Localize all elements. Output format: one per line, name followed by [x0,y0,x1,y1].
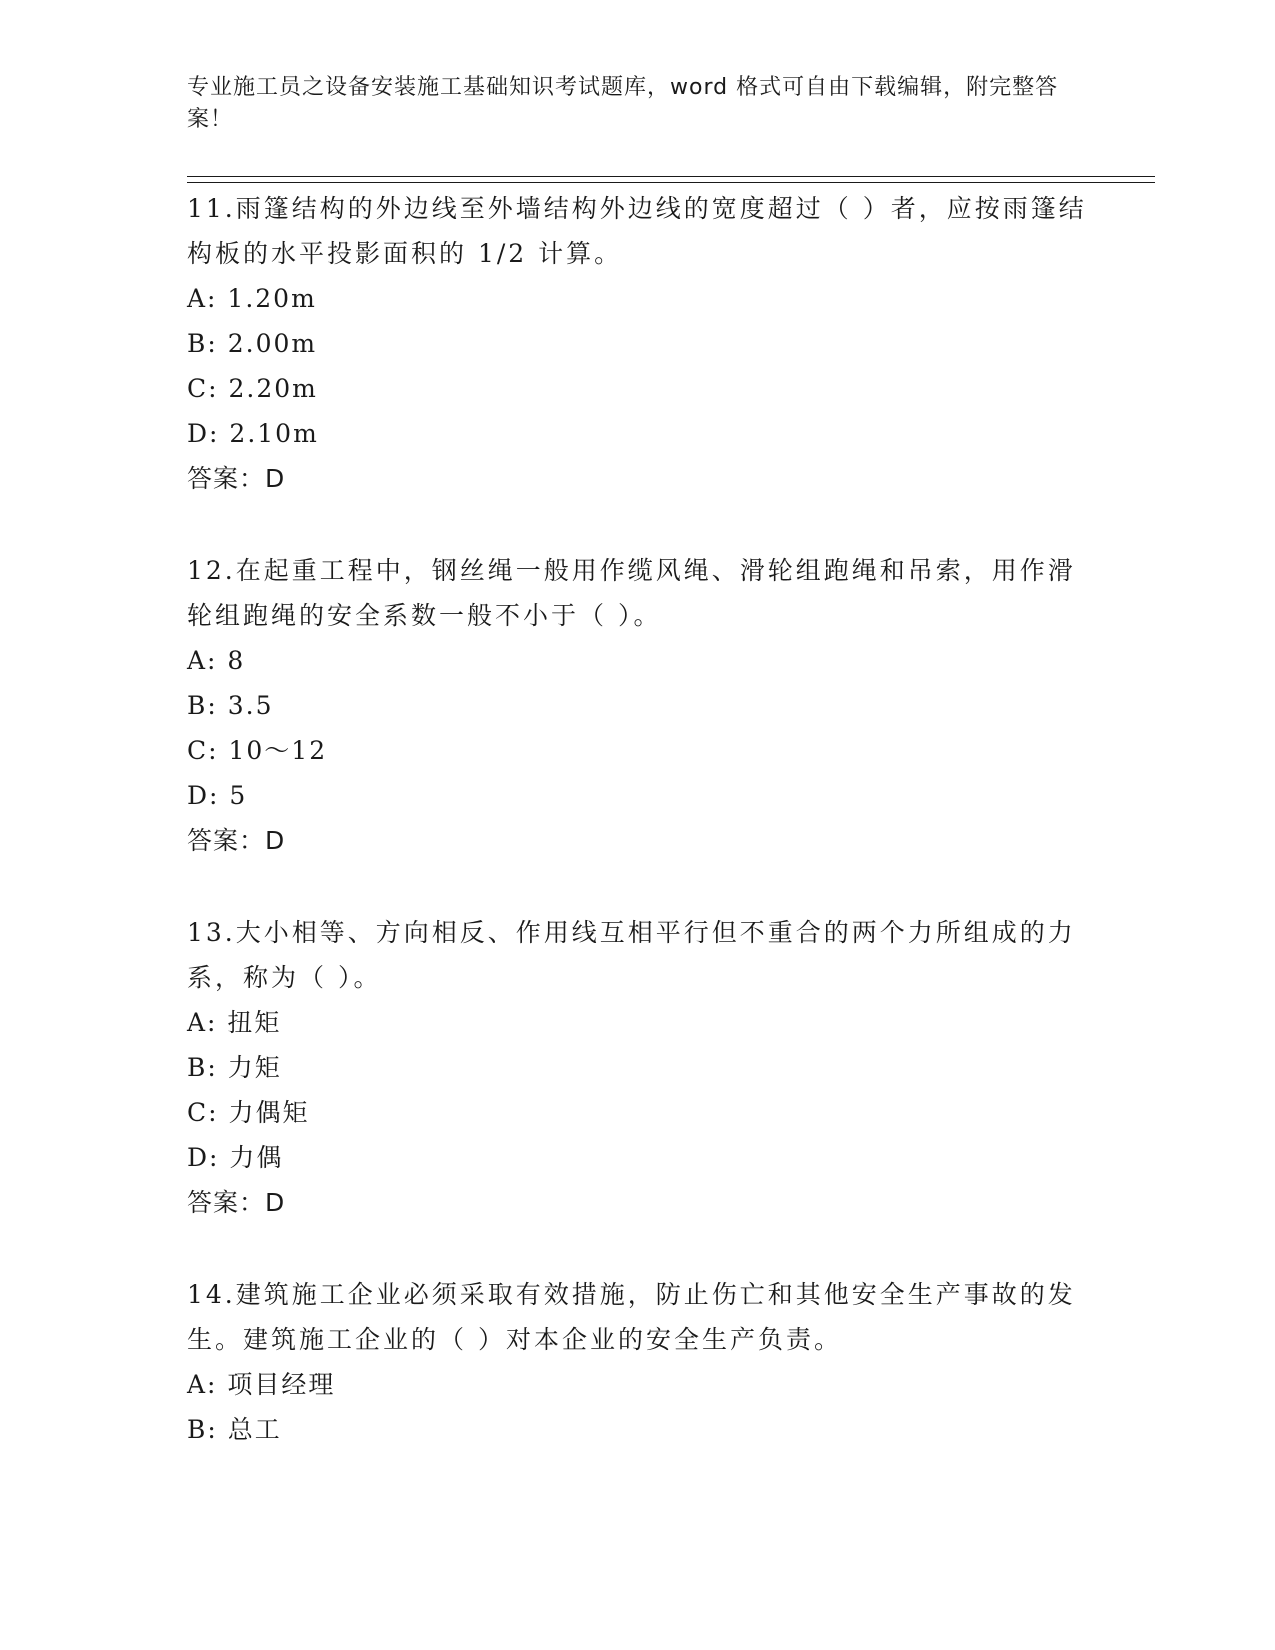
option-b: B: 力矩 [187,1053,282,1082]
option-d: D: 力偶 [187,1143,284,1172]
option-a: A: 扭矩 [187,1008,282,1037]
option-a: A: 项目经理 [187,1370,336,1399]
document-intro: 专业施工员之设备安装施工基础知识考试题库，word 格式可自由下载编辑，附完整答案！ [187,75,1059,132]
question-12 [187,548,1087,863]
question-14 [187,1272,1087,1452]
question-stem: 11.雨篷结构的外边线至外墙结构外边线的宽度超过（ ）者，应按雨篷结构板的水平投影面积的 1/2 计算。 [187,194,1087,268]
question-stem: 12.在起重工程中，钢丝绳一般用作缆风绳、滑轮组跑绳和吊索，用作滑轮组跑绳的安全系数一般不小于（ ）。 [187,556,1076,630]
question-11 [187,186,1087,501]
question-stem: 14.建筑施工企业必须采取有效措施，防止伤亡和其他安全生产事故的发生。建筑施工企业的（ ）对本企业的安全生产负责。 [187,1280,1076,1354]
option-b: B: 3.5 [187,691,274,720]
option-d: D: 5 [187,781,248,810]
answer-line: 答案：D [187,826,286,855]
option-c: C: 2.20m [187,374,318,403]
header-divider-bottom [187,182,1155,183]
option-a: A: 1.20m [187,284,317,313]
answer-line: 答案：D [187,464,286,493]
question-stem: 13.大小相等、方向相反、作用线互相平行但不重合的两个力所组成的力系，称为（ ）。 [187,918,1076,992]
option-b: B: 2.00m [187,329,318,358]
option-d: D: 2.10m [187,419,319,448]
header-divider-top [187,176,1155,177]
option-c: C: 10～12 [187,736,328,765]
option-a: A: 8 [187,646,246,675]
option-b: B: 总工 [187,1415,282,1444]
option-c: C: 力偶矩 [187,1098,310,1127]
answer-line: 答案：D [187,1188,286,1217]
question-13 [187,910,1087,1225]
